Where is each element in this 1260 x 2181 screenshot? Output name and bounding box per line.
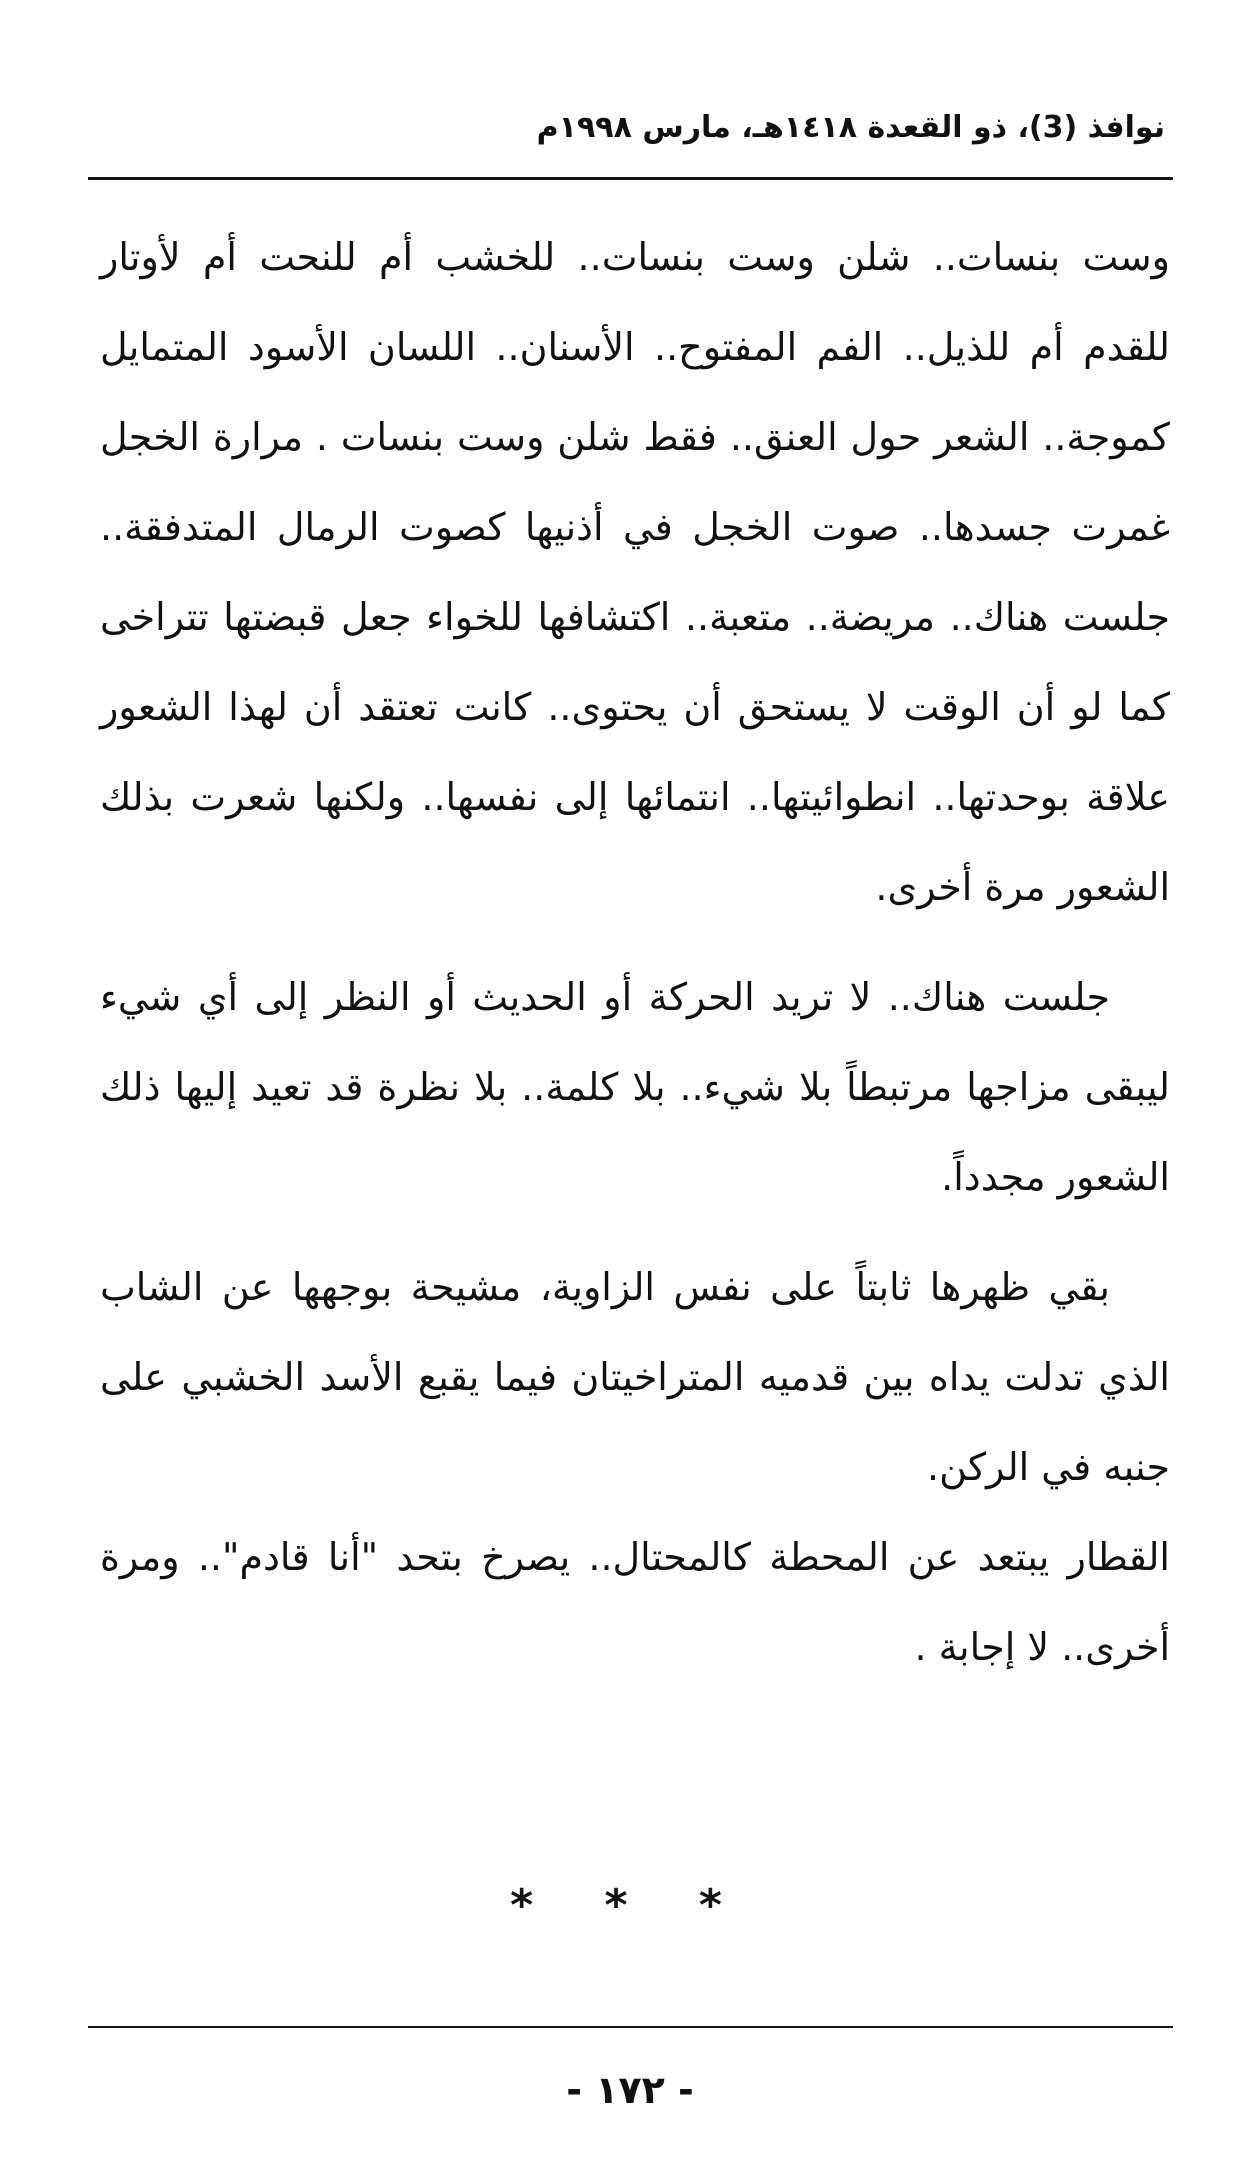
paragraph-3: بقي ظهرها ثابتاً على نفس الزاوية، مشيحة بوجهها عن الشاب الذي تدلت يداه بين قدميه المتراخيتان فيما يقبع الأسد الخشبي على جنبه في الركن.: [100, 1265, 1170, 1489]
paragraph-1: وست بنسات.. شلن وست بنسات.. للخشب أم للنحت أم لأوتار للقدم أم للذيل.. الفم المفتوح.. الأسنان.. اللسان الأسود المتمايل كموجة.. الشعر حول العنق.. فقط شلن وست بنسات . مرارة الخجل غمرت جسدها.. صوت الخجل في أذنيها كصوت الرمال المتدفقة.. جلست هناك.. مريضة.. متعبة.. اكتشافها للخواء جعل قبضتها تتراخى كما لو أن الوقت لا يستحق أن يحتوى.. كانت تعتقد أن لهذا الشعور علاقة بوحدتها.. انطوائيتها.. انتمائها إلى نفسها.. ولكنها شعرت بذلك الشعور مرة أخرى.: [100, 235, 1170, 909]
header-rule: [88, 177, 1173, 180]
paragraph-2: جلست هناك.. لا تريد الحركة أو الحديث أو النظر إلى أي شيء ليبقى مزاجها مرتبطاً بلا شيء.. بلا كلمة.. بلا نظرة قد تعيد إليها ذلك الشعور مجدداً.: [100, 975, 1170, 1199]
body-text: [100, 212, 1170, 1692]
running-header: نوافذ (3)، ذو القعدة ١٤١٨هـ، مارس ١٩٩٨م: [536, 110, 1165, 145]
page-number: - ١٧٢ -: [566, 2068, 694, 2112]
footer-rule: [88, 2026, 1173, 2028]
paragraph-4: القطار يبتعد عن المحطة كالمحتال.. يصرخ بتحد "أنا قادم".. ومرة أخرى.. لا إجابة .: [100, 1535, 1170, 1669]
section-separator: * * *: [510, 1880, 750, 1931]
